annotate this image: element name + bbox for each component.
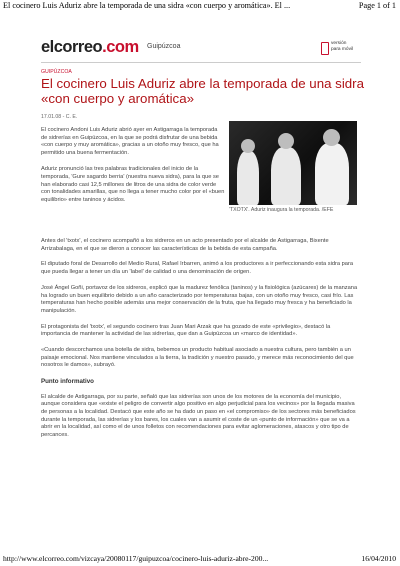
article-subhead: Punto informativo xyxy=(41,378,94,386)
article-paragraph: El diputado foral de Desarrollo del Medio Rural, Rafael Irbarren, animó a los productores a ir perfeccionando esta sidra para que pueda llegar a tener un día un 'label' de calidad o una denominación de origen. xyxy=(41,261,354,276)
print-page-title: El cocinero Luis Aduriz abre la temporada de una sidra «con cuerpo y aromática». El ... xyxy=(3,1,291,10)
article-figure xyxy=(229,121,357,213)
article-lead-column xyxy=(41,127,225,213)
photo-person xyxy=(271,147,301,205)
region-link[interactable]: Guipúzcoa xyxy=(147,43,181,50)
article-paragraph: Aduriz pronunció las tres palabras tradicionales del inicio de la temporada, 'Gure sagardo berria' (nuestra nueva sidra), para la que se han elaborado casi 12,5 millones de litros de una sidra de color verde con tonalidades amarillas, que no llega a tener mucho color por el «buen equilibrio» entre taninos y ácidos. xyxy=(41,166,225,203)
logo-main: elcorreo xyxy=(41,38,103,56)
print-footer xyxy=(0,552,400,566)
article-photo[interactable] xyxy=(229,121,357,205)
photo-person-head xyxy=(241,139,255,153)
masthead xyxy=(41,38,361,60)
article-headline: El cocinero Luis Aduriz abre la temporada de una sidra «con cuerpo y aromática» xyxy=(41,76,365,106)
photo-caption: 'TXOTX'. Aduriz inaugura la temporada. /EFE xyxy=(229,207,334,213)
mobile-version-label xyxy=(331,41,353,53)
print-page-number: Page 1 of 1 xyxy=(358,1,396,10)
photo-person xyxy=(315,143,349,205)
photo-person-head xyxy=(323,129,340,146)
masthead-divider xyxy=(41,62,361,63)
article-dateline: 17.01.08 - C. E. xyxy=(41,114,78,120)
article-paragraph: El protagonista del 'txotx', el segundo cocinero tras Juan Mari Arzak que ha gozado de este «privilegio», destacó la importancia de mantener la actividad de las sidrerías, que dan a Guipúzcoa un «marco de identidad». xyxy=(41,323,331,338)
article-paragraph: El alcalde de Astigarraga, por su parte, señaló que las sidrerías son unos de los motores de la economía del municipio, aunque considera que «existe el peligro de convertir algo positivo en algo perjudicial para los vecinos» por la llegada masiva de personas a la localidad. Destacó que este año se ha dado un paso en «el compromiso» de los sectores más beneficiados durante la temporada, las sidrerías y los bares, los cuales van a asumir el coste de un «punto de información» que se va a abrir en la localidad, así como el de unos folletos con recomendaciones para evitar aglomeraciones, atascos y otro tipo de percances. xyxy=(41,393,356,438)
mobile-version-link[interactable] xyxy=(321,41,357,59)
article-paragraph: «Cuando descorchamos una botella de sidra, bebemos un producto habitual asociado a nuestra cultura, pero también a un paisaje emocional. Nos mantiene vinculados a la tierra, la tradición y nuestro pasado, y merece más reconocimiento del que nosotros le damos», subrayó. xyxy=(41,347,354,369)
section-label[interactable]: GUIPÚZCOA xyxy=(41,69,72,75)
photo-person-head xyxy=(278,133,294,149)
article-paragraph: El cocinero Andoni Luis Aduriz abrió ayer en Astigarraga la temporada de sidrerías en Guipúzcoa, en la que se podrá disfrutar de una bebida «con cuerpo y muy aromática», gracias a un otoño muy fresco, que ha permitido una buena fermentación. xyxy=(41,127,219,156)
article-paragraph: José Ángel Goñi, portavoz de los sidreros, explicó que la madurez fenólica (taninos) y la fisiológica (azúcares) de la manzana ha logrado un buen equilibrio debido a un año caracterizado por temperaturas bajas, con un otoño muy fresco, casi frío. Las temperaturas han hecho posible además una mejor conservación de la fruta, que ha llegado muy fresca y ha beneficiado la manipulación. xyxy=(41,284,358,314)
logo-suffix: .com xyxy=(102,38,139,56)
mobile-line-2: para móvil xyxy=(331,47,354,52)
article-body xyxy=(41,238,361,448)
photo-person xyxy=(237,151,259,205)
site-logo[interactable] xyxy=(41,38,139,57)
print-page-url: http://www.elcorreo.com/vizcaya/20080117/guipuzcoa/cocinero-luis-aduriz-abre-200... xyxy=(3,554,269,563)
print-date: 16/04/2010 xyxy=(361,554,396,563)
mobile-phone-icon xyxy=(321,42,329,55)
article-paragraph: Antes del 'txotx', el cocinero acompañó a los sidreros en un acto presentado por el alcalde de Astigarraga, Bixente Arrizabalaga, en el que se dieron a conocer las características de la bebida de esta campaña. xyxy=(41,238,329,252)
mobile-line-1: versión xyxy=(331,41,347,46)
print-header xyxy=(0,0,400,14)
